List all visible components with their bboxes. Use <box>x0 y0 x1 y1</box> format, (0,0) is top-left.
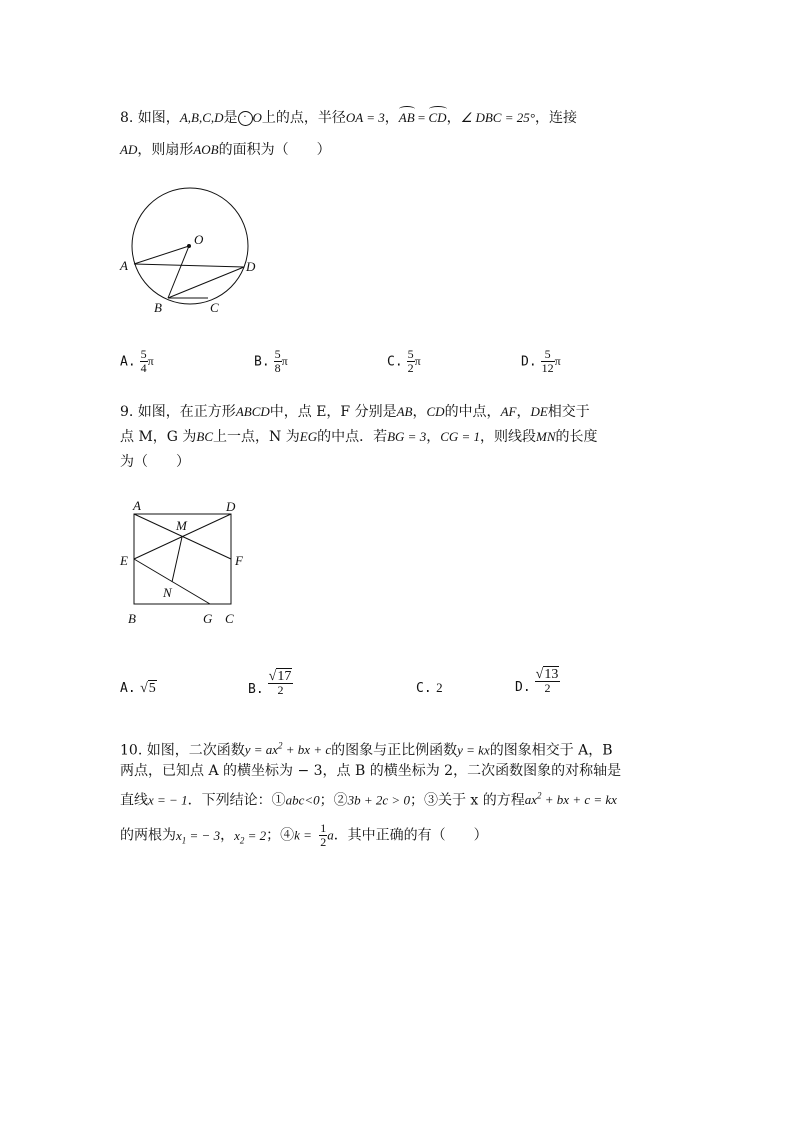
option-letter: B. <box>254 354 270 370</box>
q9-text: 中，点 E，F 分别是 <box>269 404 397 420</box>
q9-option-c[interactable] <box>416 680 443 696</box>
q9-math: MN <box>536 429 556 444</box>
q10-math: abc<0 <box>285 792 320 808</box>
denominator: 2 <box>320 835 327 849</box>
q9-figure <box>115 495 255 635</box>
q9-segment-mn <box>172 537 182 582</box>
q9-math: CD <box>426 404 445 419</box>
q9-math: DE <box>530 404 548 419</box>
q10-text: 的两根为 <box>120 827 176 844</box>
q9-math: BC <box>196 429 214 444</box>
q10-math <box>176 827 221 846</box>
q9-math: AB <box>396 404 413 419</box>
q9-text: 为（ ） <box>120 454 190 470</box>
q9-line2 <box>120 427 598 447</box>
q8-line2 <box>120 140 331 160</box>
q9-label-f: F <box>235 553 243 568</box>
q9-text: ， <box>426 429 441 445</box>
q10-math <box>525 792 617 807</box>
q9-text: 相交于 <box>547 404 590 420</box>
q9-option-b[interactable] <box>248 670 293 697</box>
q8-text: ，则扇形 <box>137 142 194 158</box>
q10-math-part: = − 3 <box>186 827 221 843</box>
q8-text: 上的点，半径 <box>261 110 346 126</box>
q10-sup: 2 <box>278 741 283 751</box>
radicand: 5 <box>148 681 156 696</box>
q10-text: 的图象与正比例函数 <box>331 742 458 759</box>
numerator: 1 <box>320 821 327 835</box>
q9-label-m: M <box>176 518 187 533</box>
q10-sub: 1 <box>181 835 187 846</box>
q10-sup: 2 <box>537 791 542 801</box>
q10-text: 两点，已知点 A 的横坐标为 − 3，点 B 的横坐标为 2，二次函数图象的对称轴是 <box>120 763 622 779</box>
fraction <box>319 822 327 849</box>
q8-label-c: C <box>210 300 219 315</box>
q9-label-c: C <box>225 611 234 626</box>
q8-segment-oa <box>134 246 189 264</box>
q8-ad: AD <box>120 142 138 157</box>
fraction <box>140 348 148 375</box>
numerator: 5 <box>407 347 414 361</box>
numerator: 5 <box>140 347 147 361</box>
q10-line3 <box>120 786 617 810</box>
q8-number: 8. 如图， <box>120 110 180 126</box>
circle-symbol-icon: · <box>238 111 253 126</box>
q10-math: x = − 1 <box>148 792 188 808</box>
q8-label-o: O <box>194 232 204 247</box>
denominator: 8 <box>274 361 281 375</box>
q9-text: 的长度 <box>555 429 598 445</box>
q8-center: O <box>252 110 262 125</box>
fraction <box>407 348 415 375</box>
q8-line1 <box>120 108 577 128</box>
q10-math-part: ax <box>524 792 538 808</box>
sqrt: √5 <box>140 681 156 696</box>
q8-text: ， <box>384 110 399 126</box>
q10-math-part: x <box>234 827 240 843</box>
q9-math: CG = 1 <box>440 429 481 444</box>
q8-arc-cd: CD <box>429 108 447 128</box>
q8-label-d: D <box>246 259 256 274</box>
q8-option-d[interactable] <box>521 348 561 375</box>
q10-math-part: + bx + c <box>282 742 332 758</box>
q10-text: ．其中正确的有（ ） <box>333 827 488 844</box>
q8-label-a: A <box>120 258 128 273</box>
q9-text: ， <box>516 404 531 420</box>
fraction <box>268 670 294 697</box>
q9-line1 <box>120 402 590 422</box>
q10-line2 <box>120 761 621 781</box>
q8-text: ，连接 <box>534 110 577 126</box>
fraction <box>535 668 561 695</box>
q9-text: 的中点， <box>444 404 501 420</box>
q8-label-b: B <box>154 300 162 315</box>
numerator: √13 <box>535 667 559 682</box>
option-letter: C. <box>387 354 403 370</box>
numerator: √17 <box>268 669 292 684</box>
q9-text: 上一点，N 为 <box>213 429 300 445</box>
fraction <box>541 348 555 375</box>
denominator: 4 <box>140 361 147 375</box>
q9-label-d: D <box>226 499 236 514</box>
q9-math: EG <box>299 429 318 444</box>
q10-line4 <box>120 822 488 850</box>
q9-label-g: G <box>203 611 213 626</box>
q10-math-part: = 2 <box>244 827 267 843</box>
q9-option-a[interactable] <box>120 680 157 697</box>
q10-math: 3b + 2c > 0 <box>347 792 410 808</box>
option-letter: A. <box>120 354 136 370</box>
q10-math-part: x <box>176 827 182 843</box>
denominator: 2 <box>407 361 414 375</box>
q9-text: 点 M，G 为 <box>120 429 197 445</box>
q9-text: ， <box>412 404 427 420</box>
q8-text: ， <box>446 110 461 126</box>
option-letter: D. <box>521 354 537 370</box>
q9-math: AF <box>500 404 517 419</box>
option-letter: C. <box>416 681 432 696</box>
q9-text: 9. 如图，在正方形 <box>120 404 236 420</box>
q10-math <box>234 827 267 846</box>
radicand: 17 <box>277 669 292 684</box>
numerator: 5 <box>274 347 281 361</box>
denominator: 2 <box>277 683 284 697</box>
q8-text: 是 <box>223 110 238 126</box>
q10-text: ．下列结论：① <box>187 792 286 809</box>
q10-text: 10. 如图，二次函数 <box>120 742 245 759</box>
q8-eq: = <box>414 110 429 125</box>
q10-math-part: + bx + c = kx <box>541 792 617 808</box>
numerator: 5 <box>541 348 555 362</box>
q9-label-a: A <box>133 498 141 513</box>
q10-math <box>245 742 331 757</box>
pi-symbol: π <box>554 354 561 368</box>
q10-text: 直线 <box>120 792 148 809</box>
q10-text: ；③关于 x 的方程 <box>409 792 525 809</box>
pi-symbol: π <box>147 354 154 368</box>
q8-sector: AOB <box>193 142 219 157</box>
q10-math-part: y = ax <box>244 742 279 758</box>
q10-text: ， <box>220 827 235 844</box>
q8-option-a[interactable] <box>120 348 154 375</box>
q10-math: k = <box>294 827 316 843</box>
option-value: 2 <box>436 680 443 695</box>
q9-label-n: N <box>163 585 172 600</box>
q9-option-d[interactable] <box>515 668 560 695</box>
q10-line1 <box>120 736 613 760</box>
q8-arc-ab: AB <box>399 108 415 128</box>
option-letter: D. <box>515 680 531 695</box>
q9-label-e: E <box>120 553 128 568</box>
denominator: 12 <box>541 361 554 375</box>
q8-segment-bd <box>168 267 244 298</box>
q8-segment-ad <box>134 264 244 267</box>
pi-symbol: π <box>414 354 421 368</box>
q10-math: y = kx <box>457 742 490 758</box>
q9-text: ，则线段 <box>480 429 537 445</box>
q9-math: BG = 3 <box>387 429 427 444</box>
pi-symbol: π <box>281 354 288 368</box>
q8-points: A,B,C,D <box>179 110 224 125</box>
q8-radius: OA = 3 <box>345 110 385 125</box>
q9-math: ABCD <box>235 404 270 419</box>
q9-label-b: B <box>128 611 136 626</box>
fraction <box>274 348 282 375</box>
q8-option-c[interactable] <box>387 348 421 375</box>
q8-center-dot <box>187 244 191 248</box>
q8-figure <box>110 180 280 325</box>
q10-text: ；② <box>319 792 348 809</box>
q8-angle: ∠ DBC = 25° <box>460 110 535 125</box>
q10-text: ；④ <box>266 827 295 844</box>
q8-text: 的面积为（ ） <box>218 142 331 158</box>
q10-text: 的图象相交于 A，B <box>489 742 613 759</box>
option-letter: A. <box>120 681 136 696</box>
q9-line3 <box>120 452 190 472</box>
q8-option-b[interactable] <box>254 348 288 375</box>
option-letter: B. <box>248 682 264 697</box>
q9-text: 的中点．若 <box>317 429 388 445</box>
denominator: 2 <box>544 681 551 695</box>
q10-math: a <box>327 827 334 843</box>
q10-sub: 2 <box>239 835 245 846</box>
radicand: 13 <box>544 667 559 682</box>
